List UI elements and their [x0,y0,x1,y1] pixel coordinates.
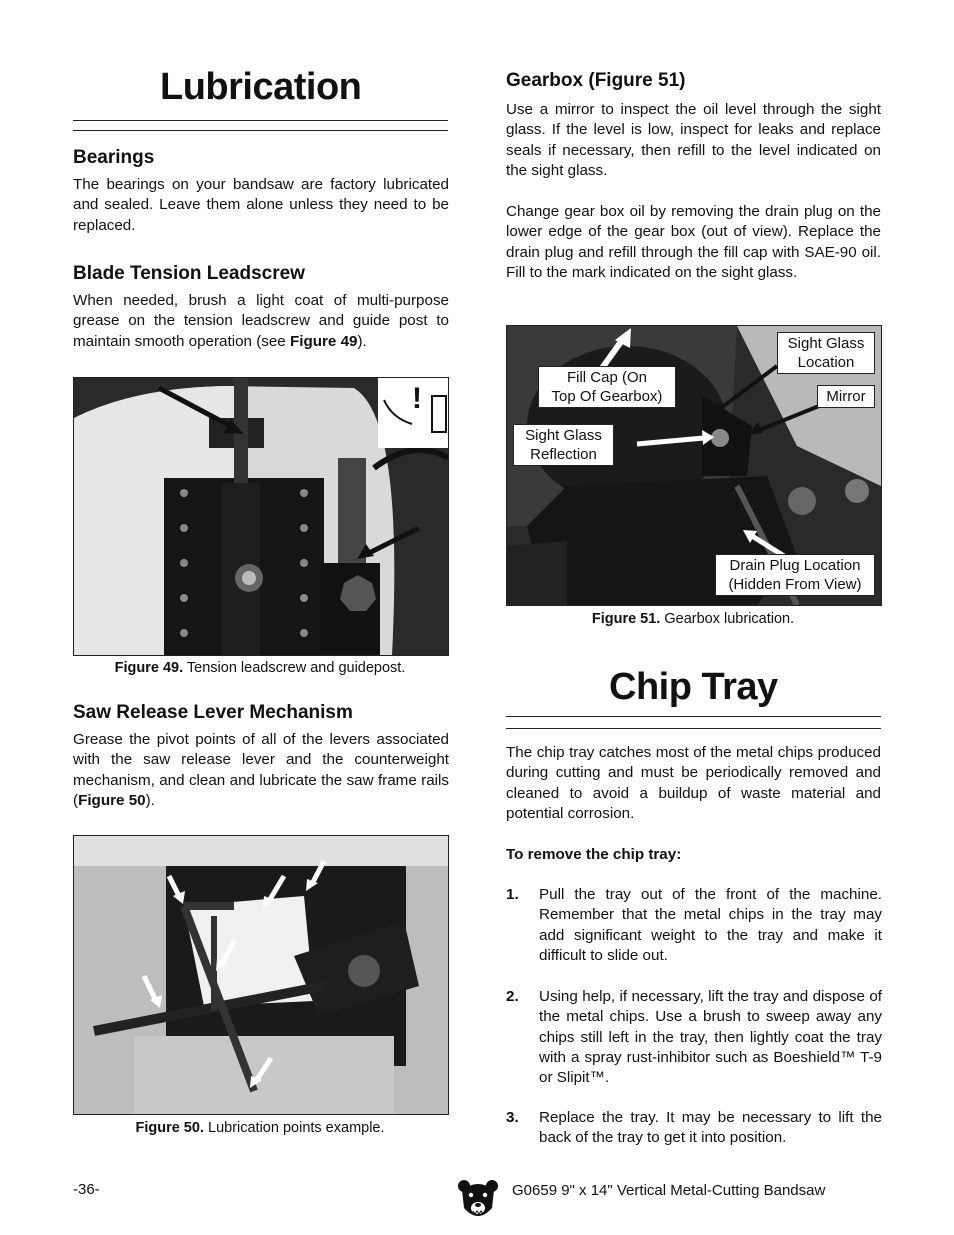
gearbox-para-2: Change gear box oil by removing the drain plug on the lower edge of the gear box (out of view). Replace the drain plug and refill through the fill cap with SAE-90 oil. Fill to the mark indicated on the sight glass. [506,203,881,281]
callout-sight-glass-reflection: Sight Glass Reflection [513,424,614,466]
page-number: -36- [73,1181,100,1198]
heading-saw-release: Saw Release Lever Mechanism [73,702,353,723]
gearbox-para-1: Use a mirror to inspect the oil level through the sight glass. If the level is low, inspect for leaks and replace seals if necessary, then refill to the level indicated on the sight glass. [506,101,881,179]
procedure-heading: To remove the chip tray: [506,846,682,863]
chip-tray-rule-bottom [506,728,881,729]
chip-tray-intro: The chip tray catches most of the metal chips produced during cutting and must be periodically removed and cleaned to avoid a buildup of waste material and potential corrosion. [506,744,881,822]
figure-50-ref: Figure 50 [78,791,146,809]
page-title-lubrication: Lubrication [160,66,362,108]
chip-tray-rule-top [506,716,881,717]
figure-51-caption: Figure 51. Gearbox lubrication. [591,611,795,627]
step-3: 3. Replace the tray. It may be necessary to lift the back of the tray to get it into position. [506,1109,882,1147]
figure-50-caption: Figure 50. Lubrication points example. [135,1120,385,1136]
svg-text:!: ! [412,382,422,415]
step-1: 1. Pull the tray out of the front of the machine. Remember that the metal chips in the tray may add significant weight to the tray and make it difficult to slide out. [506,886,882,964]
figure-49-ref: Figure 49 [289,332,358,350]
callout-sight-glass-location: Sight Glass Location [777,332,875,374]
callout-fill-cap: Fill Cap (On Top Of Gearbox) [538,366,676,408]
saw-release-text: Grease the pivot points of all of the levers associated with the saw release lever and the counterweight mechanism, and clean and lubricate the saw frame rails (Figure 50). [73,731,449,809]
heading-bearings: Bearings [73,147,155,168]
heading-blade-tension: Blade Tension Leadscrew [73,263,305,284]
blade-tension-text: When needed, brush a light coat of multi-purpose grease on the tension leadscrew and guide post to maintain smooth operation (see Figure 49). [73,292,449,350]
figure-49-image [73,377,449,656]
step-2: 2. Using help, if necessary, lift the tray and dispose of the metal chips. Use a brush to sweep away any chips still left in the tray, then lightly coat the tray with a spray rust-inhibitor such as Boeshield™ T-9 or Slipit™. [506,988,882,1087]
title-rule-top [73,120,448,121]
page-title-chip-tray: Chip Tray [609,666,778,708]
bearings-text: The bearings on your bandsaw are factory lubricated and sealed. Leave them alone unless they need to be replaced. [73,176,449,234]
bear-logo-icon [458,1178,498,1222]
figure-51-image [506,325,882,606]
callout-mirror: Mirror [817,385,875,408]
figure-49-caption: Figure 49. Tension leadscrew and guidepost. [114,660,406,676]
figure-50-image [73,835,449,1115]
callout-drain-plug: Drain Plug Location (Hidden From View) [715,554,875,596]
heading-gearbox: Gearbox (Figure 51) [506,70,686,91]
title-rule-bottom [73,130,448,131]
footer-doc-title: G0659 9" x 14" Vertical Metal-Cutting Bandsaw [512,1182,826,1199]
